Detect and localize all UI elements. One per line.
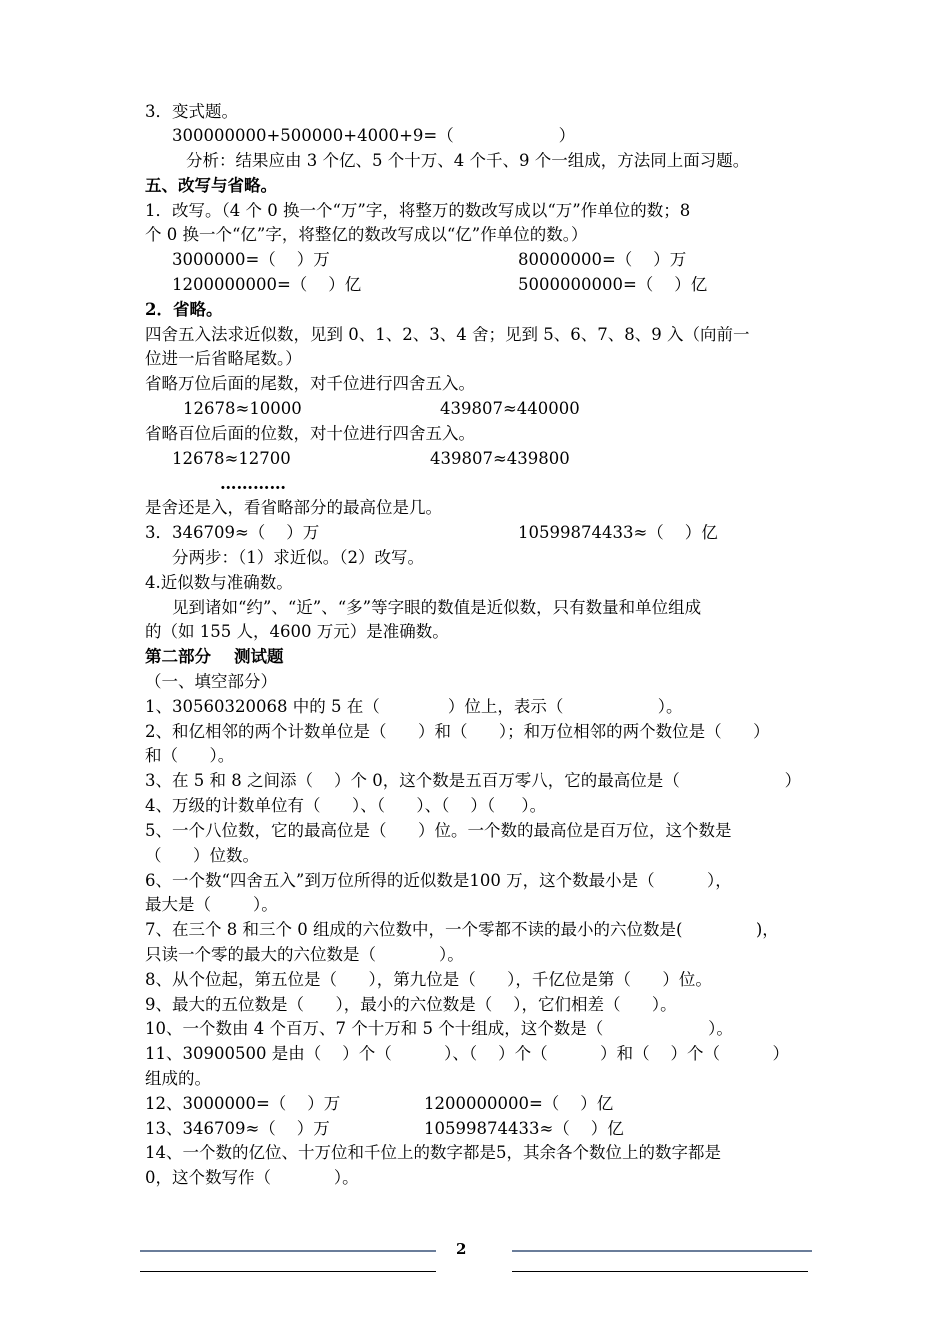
text-line: 是舍还是入，看省略部分的最高位是几。 [145, 498, 442, 517]
question: 1200000000=（ ）亿 [424, 1094, 614, 1113]
example: 439807≈439800 [430, 449, 570, 468]
sub-heading: 2．省略。 [145, 300, 223, 319]
text-line: 分析：结果应由 3 个亿、5 个十万、4 个千、9 个一组成，方法同上面习题。 [186, 151, 750, 170]
question: 12、3000000=（ ）万 [145, 1094, 341, 1113]
question: 3、在 5 和 8 之间添（ ）个 0，这个数是五百万零八，它的最高位是（ ） [145, 771, 802, 790]
question: 1、30560320068 中的 5 在（ ）位上，表示（ ）。 [145, 697, 683, 716]
question: 9、最大的五位数是（ ），最小的六位数是（ ），它们相差（ ）。 [145, 995, 677, 1014]
question: 6、一个数“四舍五入”到万位所得的近似数是100 万，这个数最小是（ ）， [145, 871, 732, 890]
text-line: 位进一后省略尾数。） [145, 349, 302, 368]
footer-rule [512, 1250, 812, 1252]
text-line: 1．改写。（4 个 0 换一个“万”字，将整万的数改写成以“万”作单位的数；8 [145, 201, 691, 220]
question: 2、和亿相邻的两个计数单位是（ ）和（ ）；和万位相邻的两个数位是（ ） [145, 722, 770, 741]
question: 10、一个数由 4 个百万、7 个十万和 5 个十组成，这个数是（ ）。 [145, 1019, 733, 1038]
section-heading: 五、改写与省略。 [145, 176, 277, 195]
question: 最大是（ ）。 [145, 895, 278, 914]
text-line: 个 0 换一个“亿”字，将整亿的数改写成以“亿”作单位的数。） [145, 225, 588, 244]
question: 8、从个位起，第五位是（ ），第九位是（ ），千亿位是第（ ）位。 [145, 970, 712, 989]
question: 11、30900500 是由（ ）个（ ）、（ ）个（ ）和（ ）个（ ） [145, 1044, 790, 1063]
footer-rule [140, 1250, 436, 1252]
question: 14、一个数的亿位、十万位和千位上的数字都是5，其余各个数位上的数字都是 [145, 1143, 721, 1162]
example: 12678≈10000 [183, 399, 302, 418]
exercise: 3000000=（ ）万 [172, 250, 330, 269]
text-line: 3．变式题。 [145, 102, 238, 121]
section-heading: 第二部分 测试题 [145, 647, 284, 666]
exercise: 10599874433≈（ ）亿 [518, 523, 718, 542]
question: 和（ ）。 [145, 746, 235, 765]
footer-rule [512, 1271, 808, 1272]
exercise: 80000000=（ ）万 [518, 250, 687, 269]
text-line: 四舍五入法求近似数，见到 0、1、2、3、4 舍；见到 5、6、7、8、9 入（向前一 [145, 325, 750, 344]
question: （ ）位数。 [145, 846, 259, 865]
question: 组成的。 [145, 1069, 211, 1088]
question: 10599874433≈（ ）亿 [424, 1119, 624, 1138]
text-line: （一、填空部分） [145, 672, 277, 691]
question: 0，这个数写作（ ）。 [145, 1168, 359, 1187]
text-line: 省略万位后面的尾数，对千位进行四舍五入。 [145, 374, 475, 393]
exercise: 3．346709≈（ ）万 [145, 523, 320, 542]
question: 13、346709≈（ ）万 [145, 1119, 330, 1138]
question: 只读一个零的最大的六位数是（ ）。 [145, 945, 464, 964]
question: 4、万级的计数单位有（ ）、（ ）、（ ）（ ）。 [145, 796, 547, 815]
text-line: 分两步：（1）求近似。（2）改写。 [172, 548, 424, 567]
question: 5、一个八位数，它的最高位是（ ）位。一个数的最高位是百万位，这个数是 [145, 821, 732, 840]
text-line: 的（如 155 人，4600 万元）是准确数。 [145, 622, 449, 641]
text-line: 300000000+500000+4000+9=（ ） [172, 126, 576, 145]
text-line: 省略百位后面的位数，对十位进行四舍五入。 [145, 424, 475, 443]
exercise: 5000000000=（ ）亿 [518, 275, 708, 294]
example: 439807≈440000 [440, 399, 580, 418]
ellipsis: ………… [220, 474, 286, 493]
text-line: 4.近似数与准确数。 [145, 573, 293, 592]
page-number: 2 [456, 1240, 467, 1258]
footer-rule [140, 1271, 436, 1272]
text-line: 见到诸如“约”、“近”、“多”等字眼的数值是近似数，只有数量和单位组成 [172, 598, 702, 617]
question: 7、在三个 8 和三个 0 组成的六位数中，一个零都不读的最小的六位数是( )， [145, 920, 779, 939]
exercise: 1200000000=（ ）亿 [172, 275, 362, 294]
example: 12678≈12700 [172, 449, 291, 468]
